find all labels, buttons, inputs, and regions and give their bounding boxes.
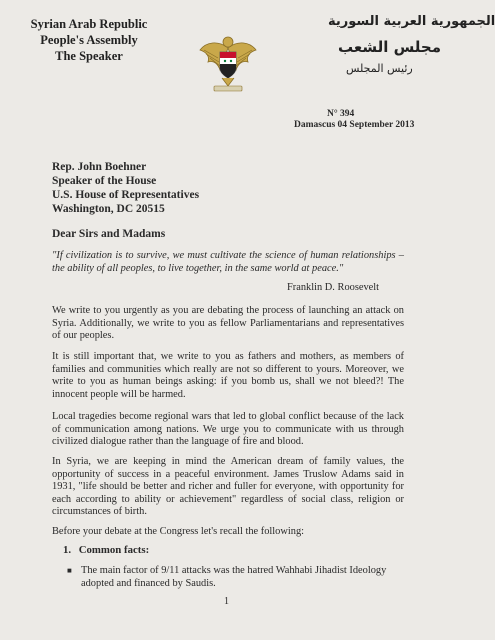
letterhead-arabic-line-3: رئيس المجلس bbox=[346, 62, 413, 75]
quote-text: "If civilization is to survive, we must cultivate the science of human relationships – the ability of all peoples, to live together, in the same world at peace." bbox=[52, 250, 404, 274]
letterhead-arabic-line-2: مجلس الشعب bbox=[338, 38, 442, 56]
recipient-line-3: U.S. House of Representatives bbox=[52, 189, 200, 201]
bullet-text: The main factor of 9/11 attacks was the hatred Wahhabi Jihadist Ideology adopted and financed by Saudis. bbox=[81, 565, 387, 589]
quote-author: Franklin D. Roosevelt bbox=[287, 282, 380, 293]
section-heading bbox=[63, 544, 149, 556]
salutation: Dear Sirs and Madams bbox=[52, 228, 166, 240]
paragraph-3: Local tragedies become regional wars that led to global conflict because of the lack of communication among nations. We urge you to communicate with us through civilized dialogue rather than the language of fire and blood. bbox=[52, 411, 404, 448]
recipient-line-2: Speaker of the House bbox=[52, 175, 157, 187]
recipient-line-4: Washington, DC 20515 bbox=[52, 203, 165, 215]
recipient-line-1: Rep. John Boehner bbox=[52, 161, 147, 173]
page-number: 1 bbox=[224, 596, 229, 607]
list-item bbox=[67, 565, 397, 590]
paragraph-5: Before your debate at the Congress let's recall the following: bbox=[52, 526, 305, 537]
letterhead-arabic-line-1: الجمهورية العربية السورية bbox=[328, 14, 495, 29]
paragraph-4: In Syria, we are keeping in mind the American dream of family values, the opportunity of success in a peaceful environment. James Truslow Adams said in 1931, "life should be better and richer and fuller for everyone, with opportunity for each according to ability or achievement" regardless of social class, religion or circumstances of birth. bbox=[52, 456, 404, 518]
section-number: 1. bbox=[63, 544, 72, 556]
letterhead-line-2: People's Assembly bbox=[40, 33, 138, 47]
paragraph-2: It is still important that, we write to you as fathers and mothers, as members of families and communities which really are not so different to yours. Moreover, we write to you as human beings asking: if you bomb us, shall we not bleed?! The innocent people will be harmed. bbox=[52, 351, 404, 400]
reference-block bbox=[294, 109, 414, 131]
recipient-address bbox=[52, 160, 199, 216]
letterhead-english bbox=[14, 16, 164, 64]
paragraph-1: We write to you urgently as you are debating the process of launching an attack on Syria. Additionally, we write to you as fellow Parliamentarians and representatives of our peoples. bbox=[52, 305, 404, 342]
letterhead-arabic bbox=[328, 12, 495, 82]
reference-number: N° 394 bbox=[327, 109, 355, 119]
coat-of-arms-icon bbox=[196, 30, 260, 94]
section-title: Common facts: bbox=[78, 544, 150, 556]
letterhead-line-1: Syrian Arab Republic bbox=[30, 17, 148, 31]
letterhead-line-3: The Speaker bbox=[55, 49, 123, 63]
reference-place-date: Damascus 04 September 2013 bbox=[294, 120, 415, 130]
bullet-icon: ■ bbox=[67, 566, 72, 575]
